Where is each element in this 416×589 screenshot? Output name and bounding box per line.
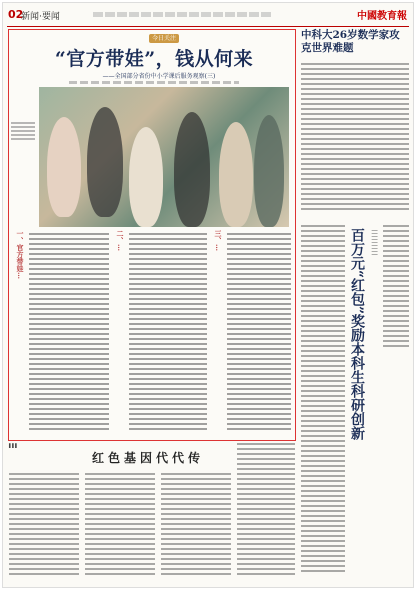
bottom-column (237, 443, 295, 578)
photo-child (254, 115, 284, 227)
right-feature-body-left (301, 225, 345, 575)
photo-child (87, 107, 123, 217)
masthead: 中國教育報 (357, 11, 407, 22)
bottom-column (161, 473, 231, 578)
section-title: 新闻·要闻 (21, 12, 60, 22)
bottom-headline: 红色基因代代传 (91, 451, 204, 465)
bottom-section-tag: ▌▌▌ (9, 443, 19, 448)
feature-subtitle: ——全国部分省份中小学课后服务观察(三) (102, 73, 216, 80)
feature-photo (39, 87, 289, 227)
photo-child (174, 112, 210, 227)
right-feature-subtitle: │││││││││ (371, 229, 377, 257)
right-top-title: 中科大26岁数学家攻克世界难题 (301, 29, 400, 54)
feature-article (8, 29, 296, 441)
bottom-column (9, 473, 79, 578)
subhead-1: 一、官方带娃… (16, 230, 25, 279)
feature-headline: “官方带娃”，钱从何来 (54, 48, 254, 70)
photo-child (47, 117, 81, 217)
right-top-article (298, 29, 410, 55)
newspaper-page (2, 2, 414, 588)
photo-child (219, 122, 253, 227)
right-feature-body-right (383, 225, 409, 350)
page-number: 02 (8, 8, 24, 21)
header-small-text (93, 12, 273, 17)
right-feature-title: 百万元“红包”奖励本科生科研创新 (349, 228, 365, 441)
subhead-2: 二、… (116, 230, 125, 251)
header-rule (7, 26, 409, 27)
subhead-3: 三、… (214, 230, 223, 251)
article-column (227, 233, 291, 437)
photo-child (129, 127, 163, 227)
page-header (3, 3, 413, 27)
feature-byline (69, 81, 239, 84)
feature-tag: 今日关注 (149, 34, 179, 43)
article-column (29, 233, 109, 437)
photo-caption (11, 120, 35, 142)
bottom-column (85, 473, 155, 578)
right-top-body (301, 63, 409, 213)
article-column (129, 233, 207, 437)
